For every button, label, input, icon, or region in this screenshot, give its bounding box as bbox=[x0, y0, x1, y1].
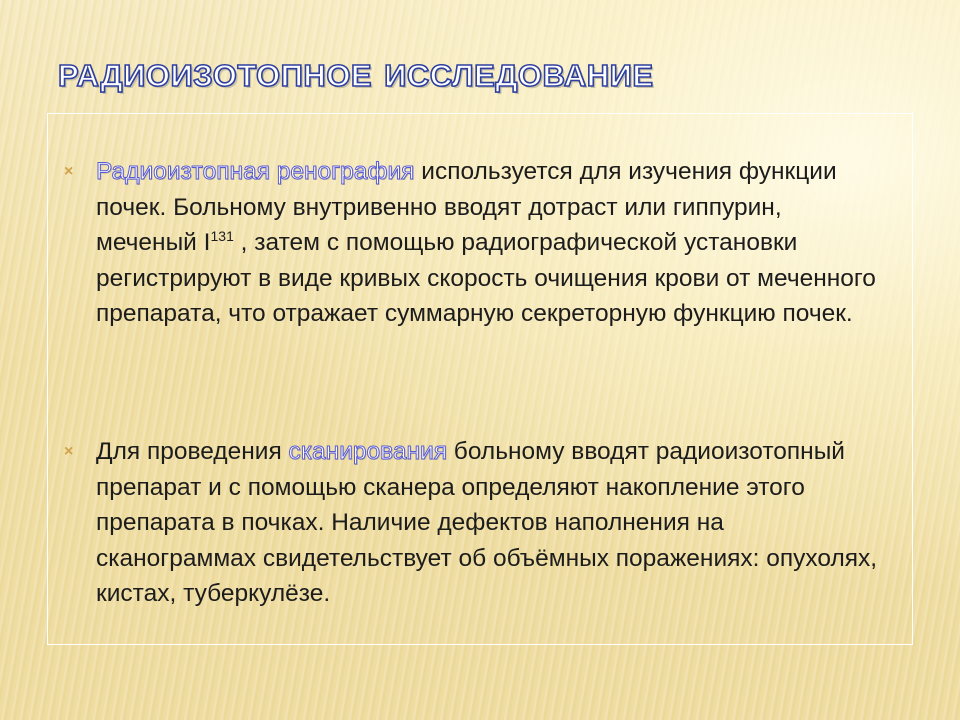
bullet-marker-icon: × bbox=[64, 163, 74, 180]
title-word-1: РАДИОИЗОТОПНОЕ bbox=[58, 58, 373, 93]
term-renography: Радиоизтопная ренография bbox=[96, 158, 415, 185]
bullet-text: Для проведения bbox=[96, 438, 289, 465]
bullet-text-continued: , затем с помощью радиографической установки регистрируют в виде кривых скорость очищения крови от меченного препарата, что отражает суммарную секреторную функцию почек. bbox=[96, 229, 876, 328]
slide-title bbox=[58, 58, 654, 94]
bullet-item-renography bbox=[64, 154, 886, 332]
bullet-marker-icon: × bbox=[64, 443, 74, 460]
isotope-superscript: 131 bbox=[210, 228, 234, 245]
term-scanning: сканирования bbox=[288, 438, 447, 465]
bullet-text-continued: больному вводят радиоизотопный препарат и с помощью сканера определяют накопление этого препарата в почках. Наличие дефектов наполнения на сканограммах свидетельствует об объёмных поражениях: опухолях, кистах, туберкулёзе. bbox=[96, 438, 878, 608]
content-placeholder bbox=[47, 113, 913, 645]
bullet-text: используется для изучения функции почек. Больному внутривенно вводят дотраст или гиппурин, меченый I bbox=[96, 158, 837, 257]
title-word-2: ИССЛЕДОВАНИЕ bbox=[384, 58, 654, 93]
bullet-item-scanning bbox=[64, 434, 886, 612]
